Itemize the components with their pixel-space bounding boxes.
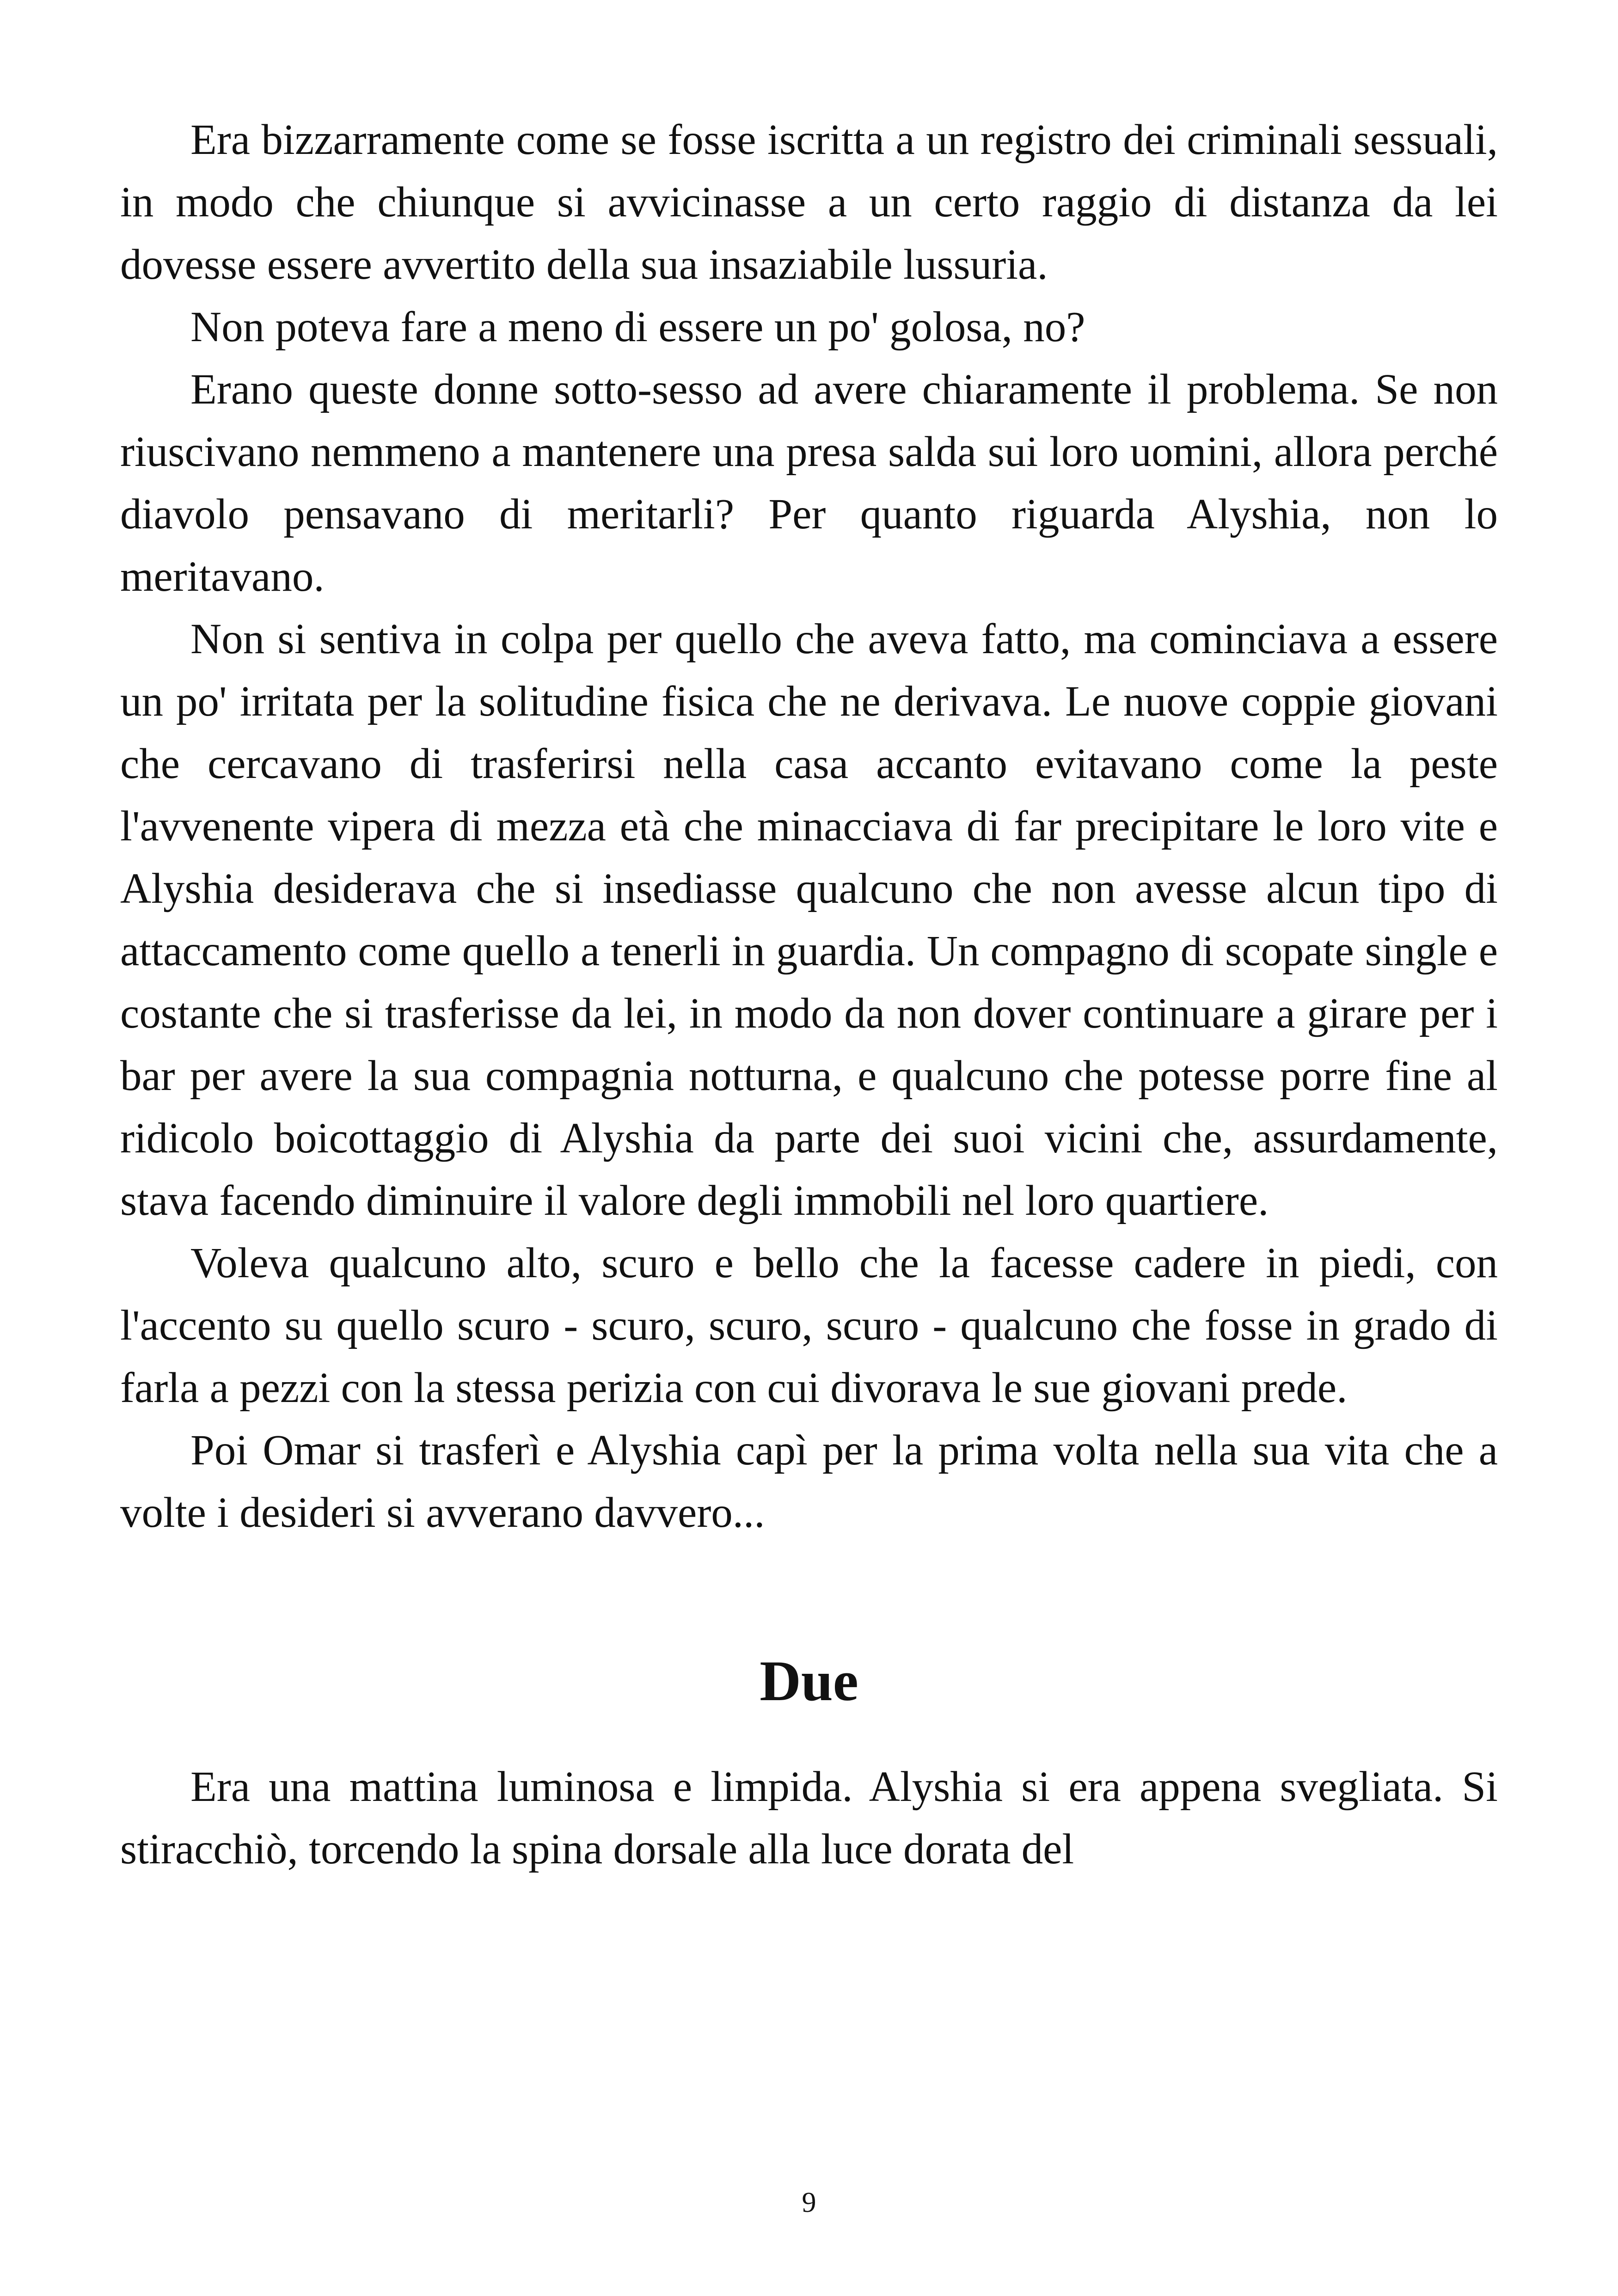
body-text bbox=[120, 109, 1498, 1880]
chapter-heading: Due bbox=[760, 1649, 858, 1713]
paragraph-golosa: Non poteva fare a meno di essere un po' golosa, no? bbox=[190, 303, 1085, 351]
paragraph-voleva-qualcuno: Voleva qualcuno alto, scuro e bello che la facesse cadere in piedi, con l'accento su quello scuro - scuro, scuro, scuro - qualcuno che fosse in grado di farla a pezzi con la stessa perizia con cui divorava le sue giovani prede. bbox=[120, 1239, 1498, 1412]
page-number: 9 bbox=[802, 2187, 816, 2218]
paragraph-mattina: Era una mattina luminosa e limpida. Alyshia si era appena svegliata. Si stiracchiò, torcendo la spina dorsale alla luce dorata del bbox=[120, 1763, 1498, 1873]
paragraph-omar: Poi Omar si trasferì e Alyshia capì per la prima volta nella sua vita che a volte i desideri si avverano davvero... bbox=[120, 1427, 1498, 1537]
paragraph-donne-sotto-sesso: Erano queste donne sotto-sesso ad avere chiaramente il problema. Se non riuscivano nemmeno a mantenere una presa salda sui loro uomini, allora perché diavolo pensavano di meritarli? Per quanto riguarda Alyshia, non lo meritavano. bbox=[120, 366, 1498, 600]
paragraph-registro: Era bizzarramente come se fosse iscritta a un registro dei criminali sessuali, in modo che chiunque si avvicinasse a un certo raggio di distanza da lei dovesse essere avvertito della sua insaziabile lussuria. bbox=[120, 116, 1498, 288]
paragraph-solitudine: Non si sentiva in colpa per quello che aveva fatto, ma cominciava a essere un po' irritata per la solitudine fisica che ne derivava. Le nuove coppie giovani che cercavano di trasferirsi nella casa accanto evitavano come la peste l'avvenente vipera di mezza età che minacciava di far precipitare le loro vite e Alyshia desiderava che si insediasse qualcuno che non avesse alcun tipo di attaccamento come quello a tenerli in guardia. Un compagno di scopate single e costante che si trasferisse da lei, in modo da non dover continuare a girare per i bar per avere la sua compagnia notturna, e qualcuno che potesse porre fine al ridicolo boicottaggio di Alyshia da parte dei suoi vicini che, assurdamente, stava facendo diminuire il valore degli immobili nel loro quartiere. bbox=[120, 615, 1498, 1225]
